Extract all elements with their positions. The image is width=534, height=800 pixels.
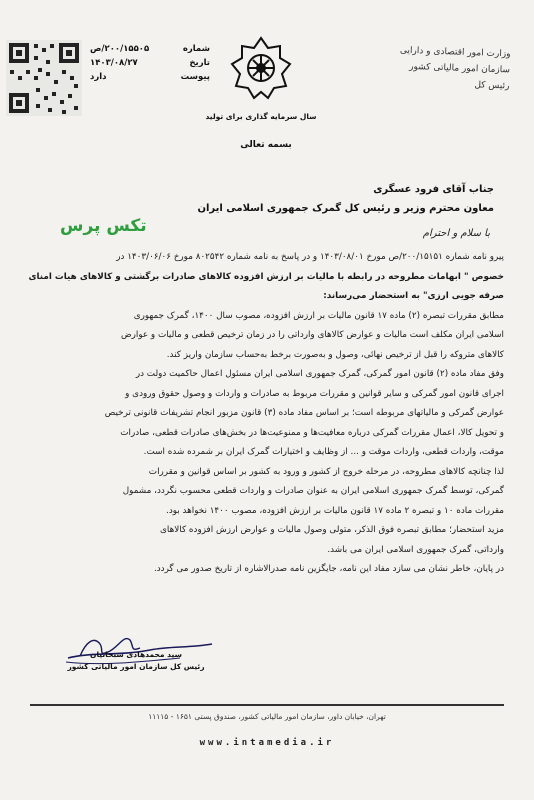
tax-organization-emblem-icon bbox=[228, 34, 294, 104]
greeting: با سلام و احترام bbox=[422, 228, 490, 239]
org-line: وزارت امور اقتصادی و دارایی bbox=[399, 45, 511, 60]
signatory-name: سید محمدهادی سبحانیان bbox=[90, 650, 182, 659]
body-line: وفق مفاد ماده (۲) قانون امور گمرکی، گمرک جمهوری اسلامی ایران مسئول اعمال حاکمیت دولت در bbox=[135, 369, 504, 379]
letter-body bbox=[24, 248, 504, 580]
meta-label: پیوست bbox=[180, 72, 210, 82]
org-line: سازمان امور مالیاتی کشور bbox=[409, 61, 511, 76]
body-line: اسلامی ایران مکلف است مالیات و عوارض کالاهای وارداتی را در زمان ترخیص قطعی و مالیات و عوارض bbox=[121, 330, 504, 340]
signatory-title: رئیس کل سازمان امور مالیاتی کشور bbox=[67, 662, 205, 671]
letter-number: ۲۰۰/۱۵۵۰۵/ص bbox=[90, 44, 150, 54]
organization-header bbox=[369, 42, 511, 95]
body-line: مزید استحضار؛ مطابق تبصره فوق الذکر، متولی وصول مالیات و عوارض ارزش افزوده کالاهای bbox=[160, 525, 504, 535]
letter-attachment-row bbox=[90, 70, 210, 84]
body-line: گمرکی، توسط گمرک جمهوری اسلامی ایران به عنوان صادرات و واردات قطعی محسوب نگردد، مشمول bbox=[122, 486, 504, 496]
body-line: موقت، واردات قطعی، واردات موقت و ... از وظایف و اختیارات گمرک ایران بر شمرده شده است. bbox=[143, 447, 504, 457]
body-line: و تحویل کالا، اعمال مقررات گمرکی درباره معافیت‌ها و ممنوعیت‌ها در بخش‌های صادرات قطعی، صادرات bbox=[120, 427, 504, 438]
letter-attachment: دارد bbox=[90, 72, 107, 82]
letter-meta bbox=[90, 42, 210, 84]
letter-number-row bbox=[90, 42, 210, 56]
letter-date-row bbox=[90, 56, 210, 70]
body-line: عوارض گمرکی و مالیاتهای مربوطه است؛ بر اساس مفاد ماده (۳) قانون مزبور انجام تشریفات قانونی ترخیص bbox=[104, 408, 504, 418]
website-link[interactable]: www.intamedia.ir bbox=[199, 738, 335, 748]
addressee-block bbox=[74, 180, 494, 218]
body-line: مطابق مقررات تبصره (۲) ماده ۱۷ قانون مالیات بر ارزش افزوده، مصوب سال ۱۴۰۰، گمرک جمهوری bbox=[133, 310, 504, 321]
body-line: خصوص " ابهامات مطروحه در رابطه با مالیات بر ارزش افزوده کالاهای صادرات برگشتی و کالاهای هیات امنای bbox=[28, 271, 504, 282]
body-line: وارداتی، گمرک جمهوری اسلامی ایران می باشد. bbox=[327, 544, 504, 555]
org-line: رئیس کل bbox=[474, 80, 510, 92]
body-line: لذا چنانچه کالاهای مطروحه، در مرحله خروج از کشور و ورود به کشور بر اساس قوانین و مقررات bbox=[148, 466, 504, 477]
meta-label: تاریخ bbox=[189, 58, 210, 68]
letter-date: ۱۴۰۳/۰۸/۲۷ bbox=[90, 58, 138, 68]
body-line: صرفه جویی ارزی" به استحضار می‌رساند: bbox=[323, 291, 504, 301]
footer-divider bbox=[30, 704, 504, 706]
body-line: مقررات ماده ۱۰ و تبصره ۲ ماده ۱۷ قانون مالیات بر ارزش افزوده، مصوب ۱۴۰۰ نخواهد بود. bbox=[166, 505, 504, 516]
body-line: پیرو نامه شماره ۲۰۰/۱۵۱۵۱/ص مورخ ۱۴۰۳/۰۸/۰۱ و در پاسخ به نامه شماره ۸۰۲۵۴۲ مورخ ۱۴۰۳/۰۶/۰۶ در bbox=[116, 252, 504, 262]
addressee-title: معاون محترم وزیر و رئیس کل گمرک جمهوری اسلامی ایران bbox=[197, 203, 494, 214]
body-line: کالاهای متروکه را قبل از ترخیص نهائی، وصول و به‌صورت برخط به‌حساب سازمان واریز کند. bbox=[166, 349, 504, 360]
footer-address: تهران، خیابان داور، سازمان امور مالیاتی کشور، صندوق پستی ۱۶۵۱ - ۱۱۱۱۵ bbox=[148, 712, 386, 721]
qr-code-icon bbox=[6, 40, 82, 116]
bismillah: بسمه تعالی bbox=[240, 140, 292, 150]
addressee-name: جناب آقای فرود عسگری bbox=[373, 184, 494, 195]
body-line: در پایان، خاطر نشان می سازد مفاد این نامه، جایگزین نامه صدرالاشاره از تاریخ صدور می گردد. bbox=[153, 564, 504, 574]
year-slogan: سال سرمایه گذاری برای تولید bbox=[205, 112, 317, 121]
taxpress-logo: تکس پرس bbox=[60, 216, 147, 236]
meta-label: شماره bbox=[182, 44, 210, 54]
body-line: اجرای قانون امور گمرکی و سایر قوانین و مقررات مربوط به صادرات و واردات و وصول حقوق ورودی و bbox=[125, 388, 504, 399]
